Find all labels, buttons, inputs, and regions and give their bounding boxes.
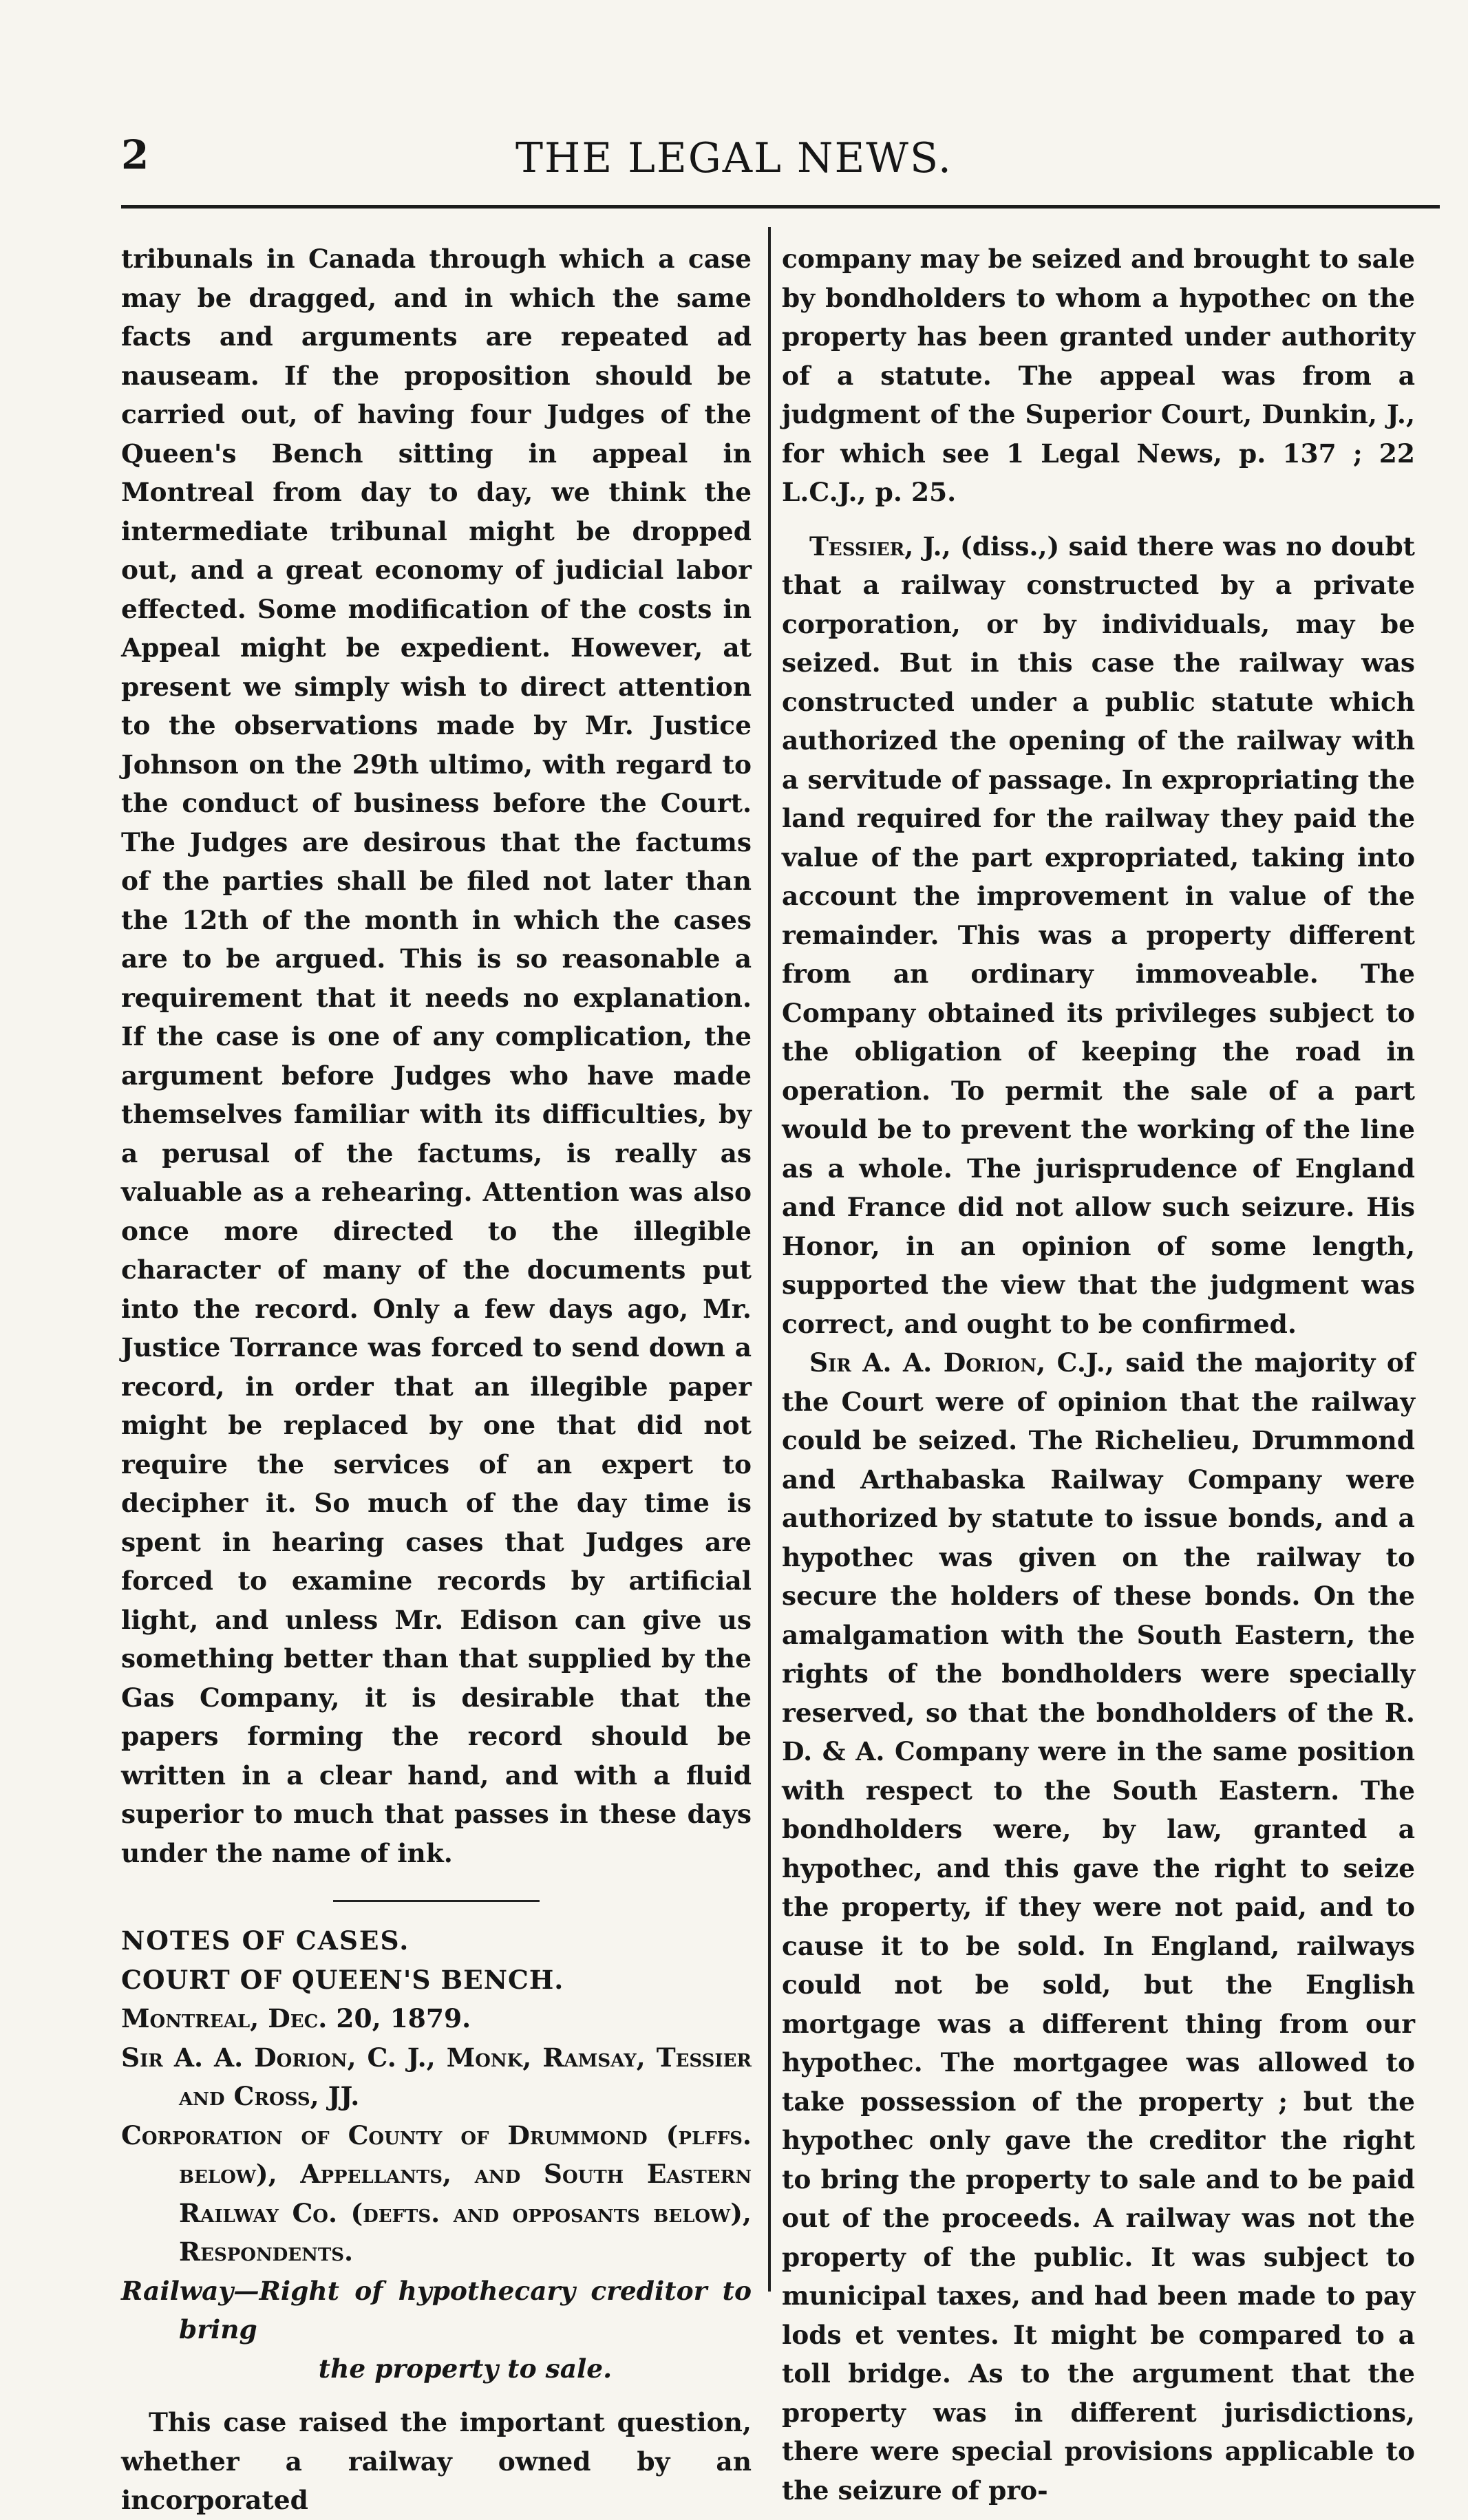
left-column — [121, 239, 752, 2520]
right-column — [782, 239, 1415, 2510]
dorion-opinion-text: , C.J., said the majority of the Court were of opinion that the railway could be seized. The Richelieu, Drummond and Arthabaska Railway Company were authorized by statute to issue bonds, and a hypothec was given on the railway to secure the holders of these bonds. On the amalgamation with the South Eastern, the rights of the bondholders were specially reserved, so that the bondholders of the R. D. & A. Company were in the same position with respect to the South Eastern. The bondholders were, by law, granted a hypothec, and this gave the right to seize the property, if they were not paid, and to cause it to be sold. In England, railways could not be sold, but the English mortgage was a different thing from our hypothec. The mortgagee was allowed to take possession of the property ; but the hypothec only gave the creditor the right to bring the property to sale and to be paid out of the proceeds. A railway was not the property of the public. It was subject to municipal taxes, and had been made to pay lods et ventes. It might be compared to a toll bridge. As to the argument that the property was in different jurisdictions, there were special provisions applicable to the seizure of pro- — [782, 1347, 1416, 2506]
tessier-opinion-text: , J., (diss.,) said there was no doubt that a railway constructed by a private corporation, or by individuals, may be seized. But in this case the railway was constructed under a public statute which authorized the opening of the railway with a servitude of passage. In expropriating the land required for the railway they paid the value of the part expropriated, taking into account the improvement in value of the remainder. This was a property different from an ordinary immoveable. The Company obtained its privileges subject to the obligation of keeping the road in operation. To permit the sale of a part would be to prevent the working of the line as a whole. The jurisprudence of England and France did not allow such seizure. His Honor, in an opinion of some length, supported the view that the judgment was correct, and ought to be confirmed. — [782, 531, 1415, 1339]
header-rule — [121, 205, 1440, 209]
section-rule — [333, 1900, 540, 1902]
running-title: THE LEGAL NEWS. — [515, 134, 953, 182]
column-divider — [768, 227, 771, 2292]
headnote — [121, 2272, 752, 2389]
tessier-opinion-paragraph — [782, 527, 1415, 1344]
judge-name-tessier: Tessier — [809, 531, 905, 562]
page-number: 2 — [121, 131, 149, 178]
dorion-opinion-paragraph — [782, 1343, 1415, 2510]
case-continuation-paragraph: company may be seized and brought to sale by bondholders to whom a hypothec on the property has been granted under authority of a statute. The appeal was from a judgment of the Superior Court, Dunkin, J., for which see 1 Legal News, p. 137 ; 22 L.C.J., p. 25. — [782, 244, 1415, 507]
editorial-paragraph: tribunals in Canada through which a case may be dragged, and in which the same facts and arguments are repeated ad nauseam. If the proposition should be carried out, of having four Judges of the Queen's Bench sitting in appeal in Montreal from day to day, we think the intermediate tribunal might be dropped out, and a great economy of judicial labor effected. Some modification of the costs in Appeal might be expedient. However, at present we simply wish to direct attention to the observations made by Mr. Justice Johnson on the 29th ultimo, with regard to the conduct of business before the Court. The Judges are desirous that the factums of the parties shall be filed not later than the 12th of the month in which the cases are to be argued. This is so reasonable a requirement that it needs no explanation. If the case is one of any complication, the argument before Judges who have made themselves familiar with its difficulties, by a perusal of the factums, is really as valuable as a rehearing. Attention was also once more directed to the illegible character of many of the documents put into the record. Only a few days ago, Mr. Justice Torrance was forced to send down a record, in order that an illegible paper might be replaced by one that did not require the services of an expert to decipher it. So much of the day time is spent in hearing cases that Judges are forced to examine records by artificial light, and unless Mr. Edison can give us something better than that supplied by the Gas Company, it is desirable that the papers forming the record should be written in a clear hand, and with a fluid superior to much that passes in these days under the name of ink. — [121, 244, 752, 1868]
case-dateline: Montreal, Dec. 20, 1879. — [121, 2003, 471, 2033]
headnote-sub: the property to sale. — [318, 2353, 613, 2384]
court-heading: COURT OF QUEEN'S BENCH. — [121, 1964, 564, 1995]
case-intro-paragraph: This case raised the important question, whether a railway owned by an incorporated — [121, 2407, 752, 2515]
notes-of-cases-heading: NOTES OF CASES. — [121, 1925, 410, 1956]
parties-line: Corporation of County of Drummond (plffs. below), Appellants, and South Eastern Railway Co. (defts. and opposants below), Respondents. — [121, 2119, 752, 2267]
judges-line: Sir A. A. Dorion, C. J., Monk, Ramsay, Tessier and Cross, JJ. — [121, 2042, 752, 2111]
headnote-main: Railway—Right of hypothecary creditor to bring — [121, 2275, 752, 2345]
judge-name-dorion: Sir A. A. Dorion — [809, 1347, 1037, 1378]
